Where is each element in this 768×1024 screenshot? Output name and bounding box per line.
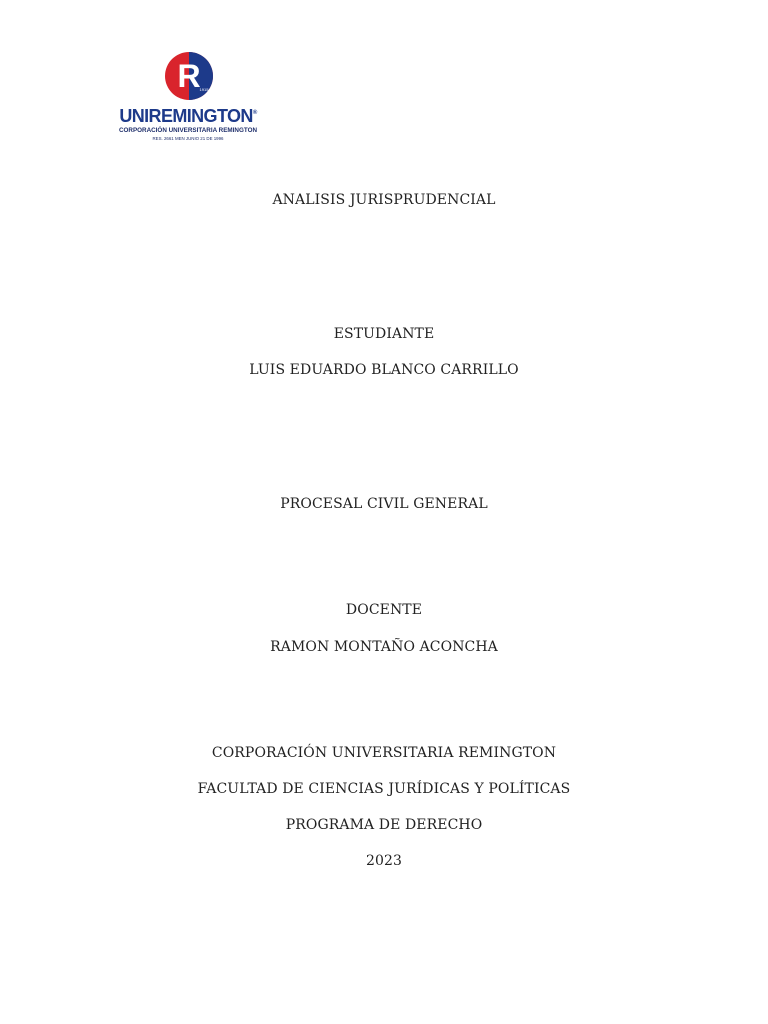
student-label: ESTUDIANTE xyxy=(333,326,435,342)
institution-name: CORPORACIÓN UNIVERSITARIA REMINGTON xyxy=(211,745,557,761)
teacher-name: RAMON MONTAÑO ACONCHA xyxy=(270,639,498,655)
subject-name: PROCESAL CIVIL GENERAL xyxy=(280,496,488,512)
logo-subtitle: CORPORACIÓN UNIVERSITARIA REMINGTON xyxy=(118,127,258,134)
student-name: LUIS EDUARDO BLANCO CARRILLO xyxy=(249,362,519,378)
program-name: PROGRAMA DE DERECHO xyxy=(285,817,483,833)
document-title: ANALISIS JURISPRUDENCIAL xyxy=(272,192,496,208)
university-logo xyxy=(108,46,272,144)
logo-letter: R xyxy=(177,58,201,94)
teacher-label: DOCENTE xyxy=(345,602,423,618)
logo-brand: UNIREMINGTON® xyxy=(119,106,257,126)
faculty-name: FACULTAD DE CIENCIAS JURÍDICAS Y POLÍTICAS xyxy=(197,781,571,797)
document-year: 2023 xyxy=(365,853,403,869)
logo-resolution: RES. 2661 MEN JUNIO 21 DE 1996 xyxy=(152,136,224,141)
logo-year: 1915 xyxy=(199,87,209,92)
r-emblem-icon xyxy=(165,52,213,100)
